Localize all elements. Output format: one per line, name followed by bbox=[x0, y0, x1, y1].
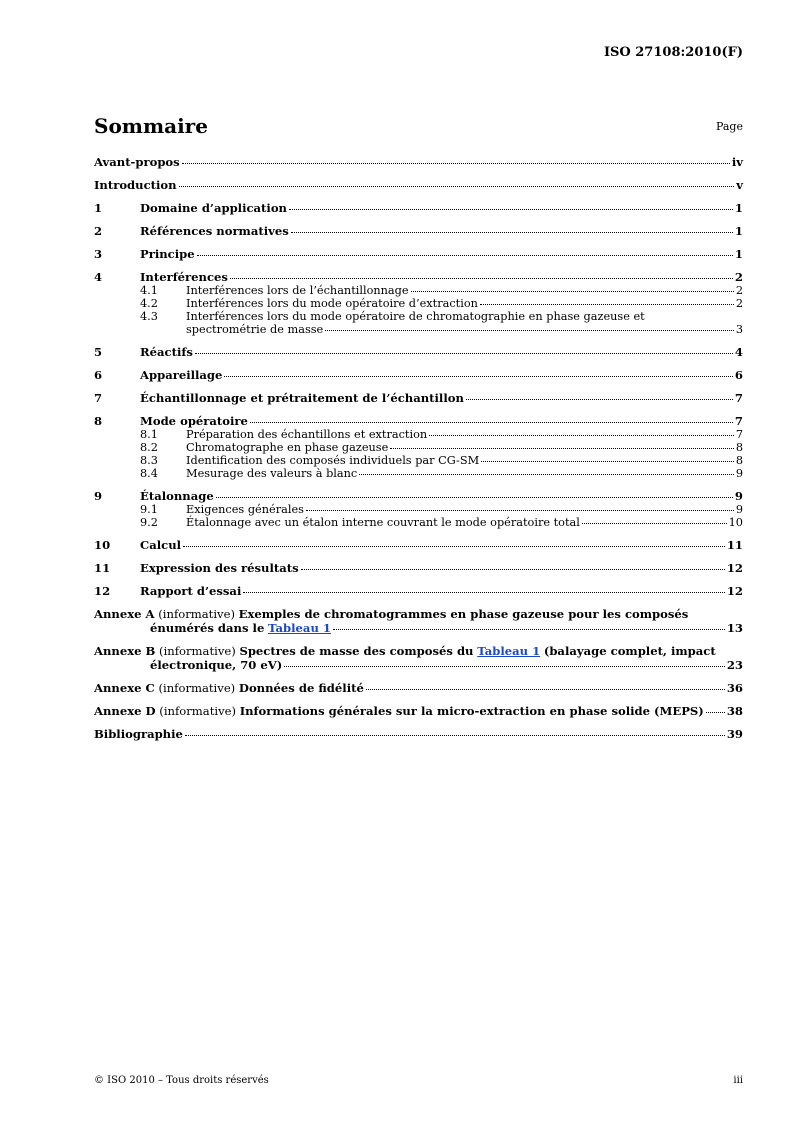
toc-label: Préparation des échantillons et extraction bbox=[186, 428, 428, 441]
dot-leader bbox=[182, 163, 730, 164]
dot-leader bbox=[411, 291, 734, 292]
toc-subentry-8-4[interactable] bbox=[94, 467, 743, 480]
toc-label: Interférences bbox=[140, 270, 228, 284]
annex-title: Exemples de chromatogrammes en phase gazeuse pour les composés bbox=[238, 607, 689, 621]
toc-page: 13 bbox=[726, 621, 743, 635]
toc-subentry-4-3[interactable] bbox=[94, 310, 743, 336]
toc-number: 1 bbox=[94, 201, 103, 215]
annex-kind: (informative) bbox=[158, 607, 235, 621]
toc-page: 9 bbox=[735, 467, 743, 480]
toc-label: Identification des composés individuels par CG-SM bbox=[186, 454, 480, 467]
toc-number: 11 bbox=[94, 561, 111, 575]
toc-page: iv bbox=[731, 155, 743, 169]
dot-leader bbox=[429, 435, 734, 436]
dot-leader bbox=[284, 666, 725, 667]
toc-subentry-9-1[interactable] bbox=[94, 503, 743, 516]
toc-page: 1 bbox=[734, 201, 743, 215]
annex-prefix: Annexe A bbox=[94, 607, 155, 621]
toc-page: 12 bbox=[726, 584, 743, 598]
toc-entry-12[interactable] bbox=[94, 584, 743, 598]
toc-entry-8[interactable] bbox=[94, 414, 743, 480]
toc-number: 8.3 bbox=[140, 454, 158, 467]
toc-number: 10 bbox=[94, 538, 111, 552]
toc-number: 8.4 bbox=[140, 467, 158, 480]
document-id: ISO 27108:2010(F) bbox=[603, 45, 743, 60]
toc-subentry-8-3[interactable] bbox=[94, 454, 743, 467]
toc-page: 12 bbox=[726, 561, 743, 575]
toc-number: 4 bbox=[94, 270, 103, 284]
toc-page: 9 bbox=[734, 489, 743, 503]
toc-number: 5 bbox=[94, 345, 103, 359]
toc-page: v bbox=[736, 178, 743, 192]
annex-title: Informations générales sur la micro-extraction en phase solide (MEPS) bbox=[239, 704, 704, 718]
toc-label: Interférences lors de l’échantillonnage bbox=[186, 284, 409, 297]
toc-page: 2 bbox=[735, 284, 743, 297]
toc-label: Rapport d’essai bbox=[140, 584, 242, 598]
annex-kind: (informative) bbox=[158, 681, 236, 695]
toc-number: 4.2 bbox=[140, 297, 158, 310]
toc-entry-bibliographie[interactable] bbox=[94, 727, 743, 741]
toc-page: 6 bbox=[734, 368, 743, 382]
toc-entry-10[interactable] bbox=[94, 538, 743, 552]
toc-page: 36 bbox=[726, 681, 743, 695]
tableau-1-link[interactable]: Tableau 1 bbox=[268, 621, 331, 635]
toc-label: Principe bbox=[140, 247, 195, 261]
toc-number: 4.3 bbox=[140, 310, 158, 323]
dot-leader bbox=[185, 735, 725, 736]
toc-label: Étalonnage avec un étalon interne couvrant le mode opératoire total bbox=[186, 516, 580, 529]
toc-number: 9.1 bbox=[140, 503, 158, 516]
toc-entry-1[interactable] bbox=[94, 201, 743, 215]
toc-number: 9.2 bbox=[140, 516, 158, 529]
dot-leader bbox=[197, 255, 733, 256]
toc-label: Mode opératoire bbox=[140, 414, 248, 428]
annex-title-part: (balayage complet, impact bbox=[543, 644, 716, 658]
toc-label: Mesurage des valeurs à blanc bbox=[186, 467, 358, 480]
page-column-label: Page bbox=[715, 120, 743, 133]
dot-leader bbox=[301, 569, 725, 570]
toc-entry-3[interactable] bbox=[94, 247, 743, 261]
toc-page: 2 bbox=[735, 297, 743, 310]
toc-subentry-8-1[interactable] bbox=[94, 428, 743, 441]
dot-leader bbox=[195, 353, 733, 354]
dot-leader bbox=[250, 422, 733, 423]
toc-label: Réactifs bbox=[140, 345, 193, 359]
footer-copyright: © ISO 2010 – Tous droits réservés bbox=[94, 1075, 269, 1086]
dot-leader bbox=[366, 689, 725, 690]
toc-number: 8 bbox=[94, 414, 103, 428]
dot-leader bbox=[291, 232, 733, 233]
annex-kind: (informative) bbox=[159, 644, 236, 658]
toc-page: 38 bbox=[726, 704, 743, 718]
toc-label: Introduction bbox=[94, 178, 177, 192]
dot-leader bbox=[306, 510, 734, 511]
annex-prefix: Annexe B bbox=[94, 644, 156, 658]
toc-entry-annex-b[interactable] bbox=[94, 644, 743, 672]
toc-page: 7 bbox=[734, 391, 743, 405]
toc-number: 8.1 bbox=[140, 428, 158, 441]
toc-page: 23 bbox=[726, 658, 743, 672]
dot-leader bbox=[325, 330, 734, 331]
annex-title: Données de fidélité bbox=[238, 681, 364, 695]
toc-label: Références normatives bbox=[140, 224, 289, 238]
toc-entry-introduction[interactable] bbox=[94, 178, 743, 192]
dot-leader bbox=[179, 186, 735, 187]
toc-page: 8 bbox=[735, 441, 743, 454]
toc-label: Étalonnage bbox=[140, 489, 214, 503]
toc-page: 8 bbox=[735, 454, 743, 467]
dot-leader bbox=[230, 278, 733, 279]
toc-page: 10 bbox=[728, 516, 743, 529]
toc-label: Chromatographe en phase gazeuse bbox=[186, 441, 389, 454]
toc-entry-annex-d[interactable] bbox=[94, 704, 743, 718]
toc-label: Échantillonnage et prétraitement de l’échantillon bbox=[140, 391, 464, 405]
annex-title: Spectres de masse des composés du bbox=[239, 644, 474, 658]
annex-title-continued: électronique, 70 eV) bbox=[150, 658, 283, 672]
toc-entry-4[interactable] bbox=[94, 270, 743, 336]
dot-leader bbox=[480, 304, 734, 305]
dot-leader bbox=[466, 399, 733, 400]
toc-number: 8.2 bbox=[140, 441, 158, 454]
toc-subentry-4-2[interactable] bbox=[94, 297, 743, 310]
toc-entry-9[interactable] bbox=[94, 489, 743, 529]
toc-label: Calcul bbox=[140, 538, 182, 552]
dot-leader bbox=[333, 629, 725, 630]
toc-number: 3 bbox=[94, 247, 103, 261]
footer-page-number: iii bbox=[733, 1075, 743, 1086]
toc-page: 2 bbox=[734, 270, 743, 284]
dot-leader bbox=[224, 376, 733, 377]
toc-entry-7[interactable] bbox=[94, 391, 743, 405]
annex-prefix: Annexe C bbox=[94, 681, 155, 695]
toc-entry-avant-propos[interactable] bbox=[94, 155, 743, 169]
table-of-contents bbox=[94, 155, 743, 750]
dot-leader bbox=[216, 497, 733, 498]
annex-prefix: Annexe D bbox=[94, 704, 156, 718]
dot-leader bbox=[390, 448, 734, 449]
toc-page: 11 bbox=[726, 538, 743, 552]
toc-label: Domaine d’application bbox=[140, 201, 287, 215]
toc-number: 6 bbox=[94, 368, 103, 382]
toc-page: 3 bbox=[735, 323, 743, 336]
annex-kind: (informative) bbox=[159, 704, 237, 718]
toc-label: Appareillage bbox=[140, 368, 223, 382]
toc-entry-6[interactable] bbox=[94, 368, 743, 382]
dot-leader bbox=[706, 712, 725, 713]
toc-number: 7 bbox=[94, 391, 103, 405]
annex-title-continued: énumérés dans le bbox=[150, 621, 265, 635]
toc-label: Avant-propos bbox=[94, 155, 180, 169]
dot-leader bbox=[481, 461, 734, 462]
toc-page: 9 bbox=[735, 503, 743, 516]
toc-label-continued: spectrométrie de masse bbox=[186, 323, 324, 336]
dot-leader bbox=[289, 209, 733, 210]
toc-number: 9 bbox=[94, 489, 103, 503]
toc-page: 39 bbox=[726, 727, 743, 741]
toc-label: Expression des résultats bbox=[140, 561, 299, 575]
toc-entry-annex-a[interactable] bbox=[94, 607, 743, 635]
toc-subentry-4-1[interactable] bbox=[94, 284, 743, 297]
toc-label: Exigences générales bbox=[186, 503, 304, 516]
dot-leader bbox=[359, 474, 734, 475]
dot-leader bbox=[582, 523, 727, 524]
toc-number: 12 bbox=[94, 584, 111, 598]
toc-entry-5[interactable] bbox=[94, 345, 743, 359]
toc-page: 1 bbox=[734, 247, 743, 261]
toc-entry-annex-c[interactable] bbox=[94, 681, 743, 695]
toc-subentry-8-2[interactable] bbox=[94, 441, 743, 454]
page-title: Sommaire bbox=[94, 114, 208, 138]
toc-number: 4.1 bbox=[140, 284, 158, 297]
toc-entry-2[interactable] bbox=[94, 224, 743, 238]
toc-page: 1 bbox=[734, 224, 743, 238]
dot-leader bbox=[243, 592, 725, 593]
toc-number: 2 bbox=[94, 224, 103, 238]
toc-page: 7 bbox=[735, 428, 743, 441]
tableau-1-link[interactable]: Tableau 1 bbox=[477, 644, 541, 658]
dot-leader bbox=[183, 546, 725, 547]
toc-entry-11[interactable] bbox=[94, 561, 743, 575]
toc-label: Bibliographie bbox=[94, 727, 183, 741]
toc-label: Interférences lors du mode opératoire d’extraction bbox=[186, 297, 478, 310]
toc-label: Interférences lors du mode opératoire de chromatographie en phase gazeuse et bbox=[186, 310, 645, 323]
toc-page: 7 bbox=[734, 414, 743, 428]
toc-page: 4 bbox=[734, 345, 743, 359]
toc-subentry-9-2[interactable] bbox=[94, 516, 743, 529]
